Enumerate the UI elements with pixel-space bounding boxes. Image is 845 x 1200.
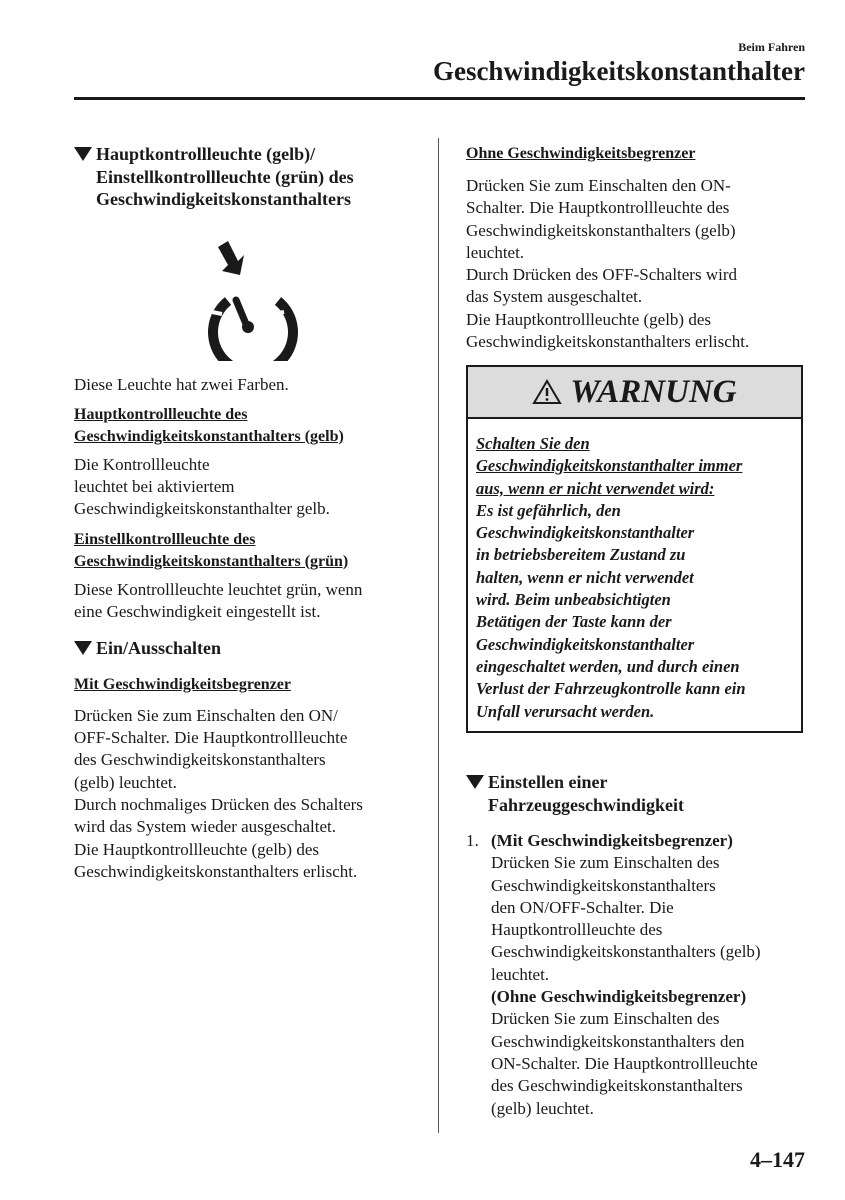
heading-line: Einstellen einer: [488, 772, 608, 792]
text-line: (gelb) leuchtet.: [74, 772, 177, 792]
text-line: des Geschwindigkeitskonstanthalters: [491, 1076, 743, 1096]
text-line: ON-Schalter. Die Hauptkontrollleuchte: [491, 1053, 758, 1073]
heading-set-speed: [466, 771, 801, 816]
text-line: leuchtet.: [466, 242, 525, 262]
warning-line: Schalten Sie den: [476, 434, 590, 453]
heading-on-off: [74, 637, 409, 660]
subheading-line: Einstellkontrollleuchte des: [74, 530, 256, 548]
text-line: Geschwindigkeitskonstanthalters erlischt.: [74, 861, 358, 881]
warning-header: [468, 367, 801, 419]
text-line: des Geschwindigkeitskonstanthalters: [74, 750, 326, 770]
text-line: wird das System wieder ausgeschaltet.: [74, 817, 337, 837]
warning-line: Geschwindigkeitskonstanthalter: [476, 634, 695, 654]
icon-area: [74, 211, 409, 374]
page-number: 4–147: [750, 1147, 805, 1172]
paragraph-with-limiter: [74, 705, 409, 883]
warning-line: Geschwindigkeitskonstanthalter immer: [476, 456, 743, 476]
subheading-line: Geschwindigkeitskonstanthalters (gelb): [74, 427, 344, 445]
step-label: (Ohne Geschwindigkeitsbegrenzer): [491, 987, 747, 1007]
warning-text: [468, 419, 801, 723]
text-line: OFF-Schalter. Die Hauptkontrollleuchte: [74, 728, 348, 748]
heading-line: Ein/Ausschalten: [96, 638, 222, 659]
subheading-with-limiter: Mit Geschwindigkeitsbegrenzer: [74, 675, 292, 693]
heading-line: Hauptkontrollleuchte (gelb)/: [96, 144, 316, 164]
text-line: Geschwindigkeitskonstanthalters (gelb): [466, 220, 736, 240]
subheading-main-light: [74, 404, 409, 448]
text-line: Die Hauptkontrollleuchte (gelb) des: [74, 839, 320, 859]
warning-triangle-icon: [532, 379, 562, 405]
warning-line: eingeschaltet werden, und durch einen: [476, 656, 740, 676]
text-line: Durch nochmaliges Drücken des Schalters: [74, 794, 363, 814]
text-line: leuchtet.: [491, 964, 550, 984]
list-item: [466, 830, 801, 1120]
text-line: den ON/OFF-Schalter. Die: [491, 897, 674, 917]
page-title: Geschwindigkeitskonstanthalter: [432, 56, 805, 86]
warning-line: Betätigen der Taste kann der: [476, 612, 672, 632]
triangle-bullet-icon: [74, 147, 92, 161]
list-item-body: [491, 830, 761, 1120]
text-line: Drücken Sie zum Einschalten des: [491, 853, 720, 873]
text-line: (gelb) leuchtet.: [491, 1098, 594, 1118]
column-divider: [438, 138, 439, 1133]
warning-line: in betriebsbereitem Zustand zu: [476, 545, 686, 565]
text-line: leuchtet bei aktiviertem: [74, 477, 235, 497]
heading-indicator-lights: [74, 143, 409, 211]
text-line: eine Geschwindigkeit eingestellt ist.: [74, 601, 321, 621]
right-column-bottom: [466, 771, 801, 1120]
text-line: Drücken Sie zum Einschalten des: [491, 1009, 720, 1029]
warning-line: aus, wenn er nicht verwendet wird:: [476, 478, 715, 498]
text-line: Geschwindigkeitskonstanthalter gelb.: [74, 499, 330, 519]
subheading-without-limiter: Ohne Geschwindigkeitsbegrenzer: [466, 145, 696, 162]
text-line: Geschwindigkeitskonstanthalters den: [491, 1031, 745, 1051]
text-line: Geschwindigkeitskonstanthalters erlischt.: [466, 332, 750, 352]
list-number: 1.: [466, 831, 479, 850]
heading-line: Einstellkontrollleuchte (grün) des: [96, 166, 354, 187]
warning-line: Es ist gefährlich, den: [476, 500, 621, 520]
text-line: Diese Kontrollleuchte leuchtet grün, wenn: [74, 579, 363, 599]
triangle-bullet-icon: [74, 641, 92, 655]
subheading-line: Geschwindigkeitskonstanthalters (grün): [74, 552, 349, 570]
heading-line: Fahrzeuggeschwindigkeit: [488, 794, 684, 815]
text-line: Drücken Sie zum Einschalten den ON/: [74, 705, 338, 725]
subheading-line: Hauptkontrollleuchte des: [74, 405, 248, 423]
left-column: [74, 143, 409, 883]
header-rule: [74, 97, 805, 100]
text-line: Geschwindigkeitskonstanthalters (gelb): [491, 942, 761, 962]
text-line: das System ausgeschaltet.: [466, 287, 643, 307]
text-line: Hauptkontrollleuchte des: [491, 920, 663, 940]
subheading-set-light: [74, 529, 409, 573]
paragraph-set-light: [74, 579, 409, 624]
warning-line: Verlust der Fahrzeugkontrolle kann ein: [476, 679, 746, 699]
step-label: (Mit Geschwindigkeitsbegrenzer): [491, 831, 733, 850]
warning-box: [466, 365, 803, 733]
warning-line: wird. Beim unbeabsichtigten: [476, 590, 671, 610]
text-line: Die Kontrollleuchte: [74, 454, 210, 474]
warning-line: halten, wenn er nicht verwendet: [476, 567, 694, 587]
intro-text: Diese Leuchte hat zwei Farben.: [74, 374, 289, 394]
paragraph-main-light: [74, 454, 409, 521]
text-line: Durch Drücken des OFF-Schalters wird: [466, 265, 737, 285]
triangle-bullet-icon: [466, 775, 484, 789]
text-line: Geschwindigkeitskonstanthalters: [491, 875, 716, 895]
text-line: Die Hauptkontrollleuchte (gelb) des: [466, 309, 712, 329]
right-column-top: [466, 143, 801, 353]
warning-line: Geschwindigkeitskonstanthalter: [476, 523, 695, 543]
warning-line: Unfall verursacht werden.: [476, 701, 655, 721]
heading-line: Geschwindigkeitskonstanthalters: [96, 189, 352, 209]
text-line: Drücken Sie zum Einschalten den ON-: [466, 176, 731, 195]
warning-title: WARNUNG: [570, 373, 737, 410]
cruise-control-indicator-icon: [198, 241, 298, 361]
paragraph-without-limiter: [466, 175, 801, 353]
text-line: Schalter. Die Hauptkontrollleuchte des: [466, 198, 730, 218]
section-label: Beim Fahren: [738, 40, 805, 54]
